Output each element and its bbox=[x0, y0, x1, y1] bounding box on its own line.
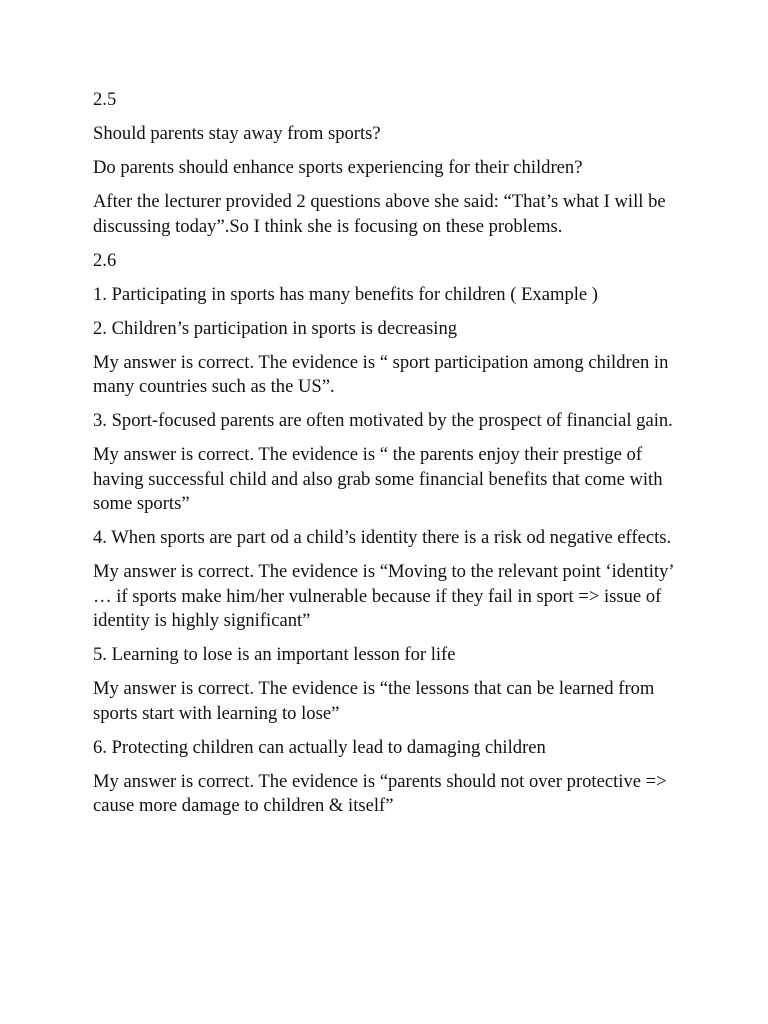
statement-4: 4. When sports are part od a child’s identity there is a risk od negative effects. bbox=[93, 527, 672, 548]
evidence-6: My answer is correct. The evidence is “parents should not over protective => cause more damage to children & itself” bbox=[93, 770, 667, 816]
evidence-3: My answer is correct. The evidence is “ the parents enjoy their prestige of having successful child and also grab some financial benefits that come with some sports” bbox=[93, 444, 663, 514]
statement-1: 1. Participating in sports has many benefits for children ( Example ) bbox=[93, 283, 599, 305]
statement-3: 3. Sport-focused parents are often motivated by the prospect of financial gain. bbox=[93, 410, 673, 431]
question-2: Do parents should enhance sports experiencing for their children? bbox=[93, 157, 583, 178]
section-number-2-6: 2.6 bbox=[93, 249, 117, 271]
evidence-5: My answer is correct. The evidence is “the lessons that can be learned from sports start with learning to lose” bbox=[93, 678, 655, 724]
statement-6: 6. Protecting children can actually lead to damaging children bbox=[93, 736, 546, 758]
evidence-2: My answer is correct. The evidence is “ sport participation among children in many countries such as the US”. bbox=[93, 351, 669, 397]
document-body bbox=[93, 88, 683, 828]
statement-5: 5. Learning to lose is an important lesson for life bbox=[93, 644, 456, 665]
statement-2: 2. Children’s participation in sports is decreasing bbox=[93, 317, 458, 339]
lecturer-focus-paragraph: After the lecturer provided 2 questions above she said: “That’s what I will be discussing today”.So I think she is focusing on these problems. bbox=[93, 191, 666, 237]
section-number-2-5: 2.5 bbox=[93, 89, 117, 110]
evidence-4: My answer is correct. The evidence is “Moving to the relevant point ‘identity’ … if sports make him/her vulnerable because if they fail in sport => issue of identity is highly significant” bbox=[93, 561, 674, 631]
question-1: Should parents stay away from sports? bbox=[93, 123, 381, 144]
